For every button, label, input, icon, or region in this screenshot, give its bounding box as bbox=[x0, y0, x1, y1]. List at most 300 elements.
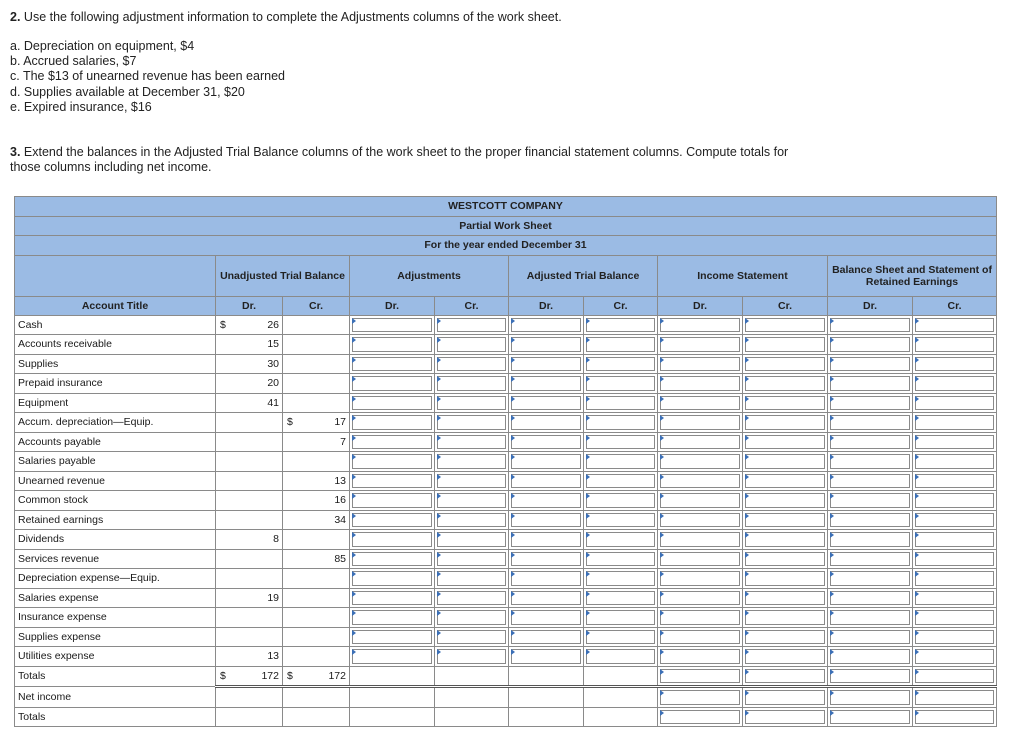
adjustment-list bbox=[10, 39, 285, 115]
amount-input[interactable] bbox=[586, 376, 655, 391]
account-title: Utilities expense bbox=[15, 647, 216, 667]
amount-input[interactable] bbox=[830, 376, 910, 391]
amount-value: 172 bbox=[328, 669, 346, 682]
amount-input[interactable] bbox=[586, 454, 655, 469]
amount-input[interactable] bbox=[915, 710, 994, 725]
table-row bbox=[15, 549, 997, 569]
amount-input[interactable] bbox=[511, 454, 581, 469]
amount-input[interactable] bbox=[830, 318, 910, 333]
amount-input[interactable] bbox=[511, 474, 581, 489]
amount-input[interactable] bbox=[586, 357, 655, 372]
column-header-dr: Dr. bbox=[658, 296, 743, 315]
unadjusted-dr bbox=[216, 608, 283, 628]
amount-input-cell bbox=[584, 491, 658, 511]
amount-input-cell bbox=[743, 666, 828, 687]
amount-input[interactable] bbox=[830, 435, 910, 450]
amount-input-cell bbox=[913, 549, 997, 569]
amount-input[interactable] bbox=[660, 493, 740, 508]
amount-input[interactable] bbox=[915, 415, 994, 430]
unadjusted-cr bbox=[283, 413, 350, 433]
amount-input[interactable] bbox=[830, 454, 910, 469]
amount-input[interactable] bbox=[511, 376, 581, 391]
amount-input[interactable] bbox=[915, 649, 994, 664]
amount-input-cell bbox=[913, 393, 997, 413]
table-row bbox=[15, 393, 997, 413]
amount-input-cell bbox=[828, 627, 913, 647]
amount-input[interactable] bbox=[830, 357, 910, 372]
amount-input-cell bbox=[584, 510, 658, 530]
amount-input-cell bbox=[509, 354, 584, 374]
amount-input-cell bbox=[913, 374, 997, 394]
amount-input[interactable] bbox=[352, 474, 432, 489]
adjustment-item: a. Depreciation on equipment, $4 bbox=[10, 39, 195, 53]
amount-input-cell bbox=[350, 549, 435, 569]
amount-input[interactable] bbox=[437, 415, 506, 430]
amount-input[interactable] bbox=[352, 318, 432, 333]
blank-cell bbox=[216, 687, 283, 708]
amount-input[interactable] bbox=[511, 552, 581, 567]
amount-input[interactable] bbox=[437, 513, 506, 528]
unadjusted-cr bbox=[283, 452, 350, 472]
amount-input[interactable] bbox=[660, 415, 740, 430]
amount-input[interactable] bbox=[745, 318, 825, 333]
amount-input[interactable] bbox=[830, 532, 910, 547]
dollar-sign: $ bbox=[220, 318, 226, 331]
amount-input-cell bbox=[658, 707, 743, 727]
amount-input[interactable] bbox=[745, 435, 825, 450]
amount-input[interactable] bbox=[586, 474, 655, 489]
amount-input[interactable] bbox=[830, 591, 910, 606]
amount-input[interactable] bbox=[511, 357, 581, 372]
amount-input[interactable] bbox=[352, 513, 432, 528]
amount-input[interactable] bbox=[830, 513, 910, 528]
amount-input-cell bbox=[584, 569, 658, 589]
amount-input[interactable] bbox=[660, 396, 740, 411]
unadjusted-cr bbox=[283, 374, 350, 394]
amount-input[interactable] bbox=[586, 493, 655, 508]
unadjusted-dr bbox=[216, 569, 283, 589]
amount-input[interactable] bbox=[437, 318, 506, 333]
unadjusted-cr bbox=[283, 569, 350, 589]
amount-input[interactable] bbox=[745, 710, 825, 725]
table-row bbox=[15, 354, 997, 374]
amount-value: 7 bbox=[340, 435, 346, 448]
amount-input-cell bbox=[913, 413, 997, 433]
amount-input[interactable] bbox=[915, 532, 994, 547]
amount-input[interactable] bbox=[830, 610, 910, 625]
amount-input[interactable] bbox=[511, 415, 581, 430]
amount-input-cell bbox=[913, 569, 997, 589]
amount-input[interactable] bbox=[586, 396, 655, 411]
amount-input[interactable] bbox=[660, 318, 740, 333]
amount-input[interactable] bbox=[745, 610, 825, 625]
amount-input-cell bbox=[435, 549, 509, 569]
amount-input[interactable] bbox=[586, 571, 655, 586]
amount-input-cell bbox=[913, 354, 997, 374]
amount-input[interactable] bbox=[660, 610, 740, 625]
amount-input[interactable] bbox=[830, 474, 910, 489]
unadjusted-dr bbox=[216, 549, 283, 569]
amount-input-cell bbox=[584, 627, 658, 647]
amount-input[interactable] bbox=[660, 649, 740, 664]
amount-input[interactable] bbox=[745, 649, 825, 664]
column-header-dr: Dr. bbox=[216, 296, 283, 315]
amount-input[interactable] bbox=[745, 474, 825, 489]
amount-input[interactable] bbox=[830, 630, 910, 645]
amount-input[interactable] bbox=[586, 532, 655, 547]
amount-input-cell bbox=[350, 530, 435, 550]
amount-input-cell bbox=[584, 530, 658, 550]
amount-input[interactable] bbox=[660, 571, 740, 586]
amount-input[interactable] bbox=[437, 376, 506, 391]
amount-input-cell bbox=[584, 315, 658, 335]
unadjusted-cr bbox=[283, 354, 350, 374]
amount-input[interactable] bbox=[660, 630, 740, 645]
amount-input-cell bbox=[658, 569, 743, 589]
amount-input[interactable] bbox=[745, 337, 825, 352]
amount-input[interactable] bbox=[830, 649, 910, 664]
amount-input[interactable] bbox=[352, 591, 432, 606]
amount-input[interactable] bbox=[745, 513, 825, 528]
amount-input[interactable] bbox=[352, 435, 432, 450]
amount-input[interactable] bbox=[915, 357, 994, 372]
table-row bbox=[15, 315, 997, 335]
amount-input-cell bbox=[435, 354, 509, 374]
amount-input-cell bbox=[509, 432, 584, 452]
amount-input-cell bbox=[584, 452, 658, 472]
amount-input[interactable] bbox=[915, 493, 994, 508]
amount-input-cell bbox=[828, 335, 913, 355]
amount-input[interactable] bbox=[745, 376, 825, 391]
amount-input-cell bbox=[913, 491, 997, 511]
amount-input[interactable] bbox=[511, 435, 581, 450]
amount-input[interactable] bbox=[915, 630, 994, 645]
amount-input[interactable] bbox=[830, 690, 910, 705]
amount-input-cell bbox=[435, 452, 509, 472]
amount-input-cell bbox=[828, 432, 913, 452]
amount-input[interactable] bbox=[352, 396, 432, 411]
amount-input[interactable] bbox=[437, 474, 506, 489]
amount-input[interactable] bbox=[511, 513, 581, 528]
unadjusted-cr bbox=[283, 471, 350, 491]
amount-value: 172 bbox=[261, 669, 279, 682]
unadjusted-cr bbox=[283, 608, 350, 628]
amount-input-cell bbox=[658, 687, 743, 708]
amount-input-cell bbox=[435, 471, 509, 491]
amount-input-cell bbox=[743, 315, 828, 335]
amount-input[interactable] bbox=[586, 630, 655, 645]
unadjusted-cr bbox=[283, 432, 350, 452]
final-totals-label: Totals bbox=[15, 707, 216, 727]
account-title: Prepaid insurance bbox=[15, 374, 216, 394]
amount-input[interactable] bbox=[437, 610, 506, 625]
amount-input[interactable] bbox=[352, 376, 432, 391]
amount-input[interactable] bbox=[437, 532, 506, 547]
amount-input[interactable] bbox=[660, 376, 740, 391]
amount-input[interactable] bbox=[586, 610, 655, 625]
amount-input[interactable] bbox=[830, 493, 910, 508]
amount-input[interactable] bbox=[586, 552, 655, 567]
amount-input[interactable] bbox=[915, 610, 994, 625]
amount-input[interactable] bbox=[511, 630, 581, 645]
amount-input-cell bbox=[350, 315, 435, 335]
amount-input[interactable] bbox=[437, 591, 506, 606]
unadjusted-cr bbox=[283, 393, 350, 413]
amount-input[interactable] bbox=[745, 415, 825, 430]
amount-input[interactable] bbox=[915, 669, 994, 684]
amount-input-cell bbox=[509, 627, 584, 647]
amount-input[interactable] bbox=[915, 318, 994, 333]
amount-input[interactable] bbox=[352, 532, 432, 547]
amount-input-cell bbox=[350, 354, 435, 374]
amount-input[interactable] bbox=[586, 318, 655, 333]
amount-input-cell bbox=[913, 315, 997, 335]
amount-input[interactable] bbox=[745, 532, 825, 547]
amount-input-cell bbox=[658, 452, 743, 472]
amount-input[interactable] bbox=[586, 591, 655, 606]
amount-input[interactable] bbox=[660, 552, 740, 567]
amount-value: 26 bbox=[267, 318, 279, 331]
amount-input-cell bbox=[509, 647, 584, 667]
amount-input[interactable] bbox=[352, 337, 432, 352]
amount-input-cell bbox=[350, 393, 435, 413]
account-title: Dividends bbox=[15, 530, 216, 550]
table-row bbox=[15, 335, 997, 355]
amount-input[interactable] bbox=[511, 610, 581, 625]
amount-input-cell bbox=[828, 666, 913, 687]
amount-input[interactable] bbox=[660, 337, 740, 352]
blank-cell bbox=[435, 666, 509, 687]
amount-input[interactable] bbox=[437, 630, 506, 645]
amount-input[interactable] bbox=[352, 552, 432, 567]
amount-input-cell bbox=[658, 413, 743, 433]
amount-input[interactable] bbox=[660, 591, 740, 606]
amount-input[interactable] bbox=[660, 474, 740, 489]
amount-input[interactable] bbox=[511, 318, 581, 333]
amount-input-cell bbox=[584, 354, 658, 374]
amount-input[interactable] bbox=[745, 552, 825, 567]
amount-input[interactable] bbox=[915, 337, 994, 352]
amount-input[interactable] bbox=[511, 337, 581, 352]
amount-input[interactable] bbox=[511, 396, 581, 411]
amount-input[interactable] bbox=[915, 513, 994, 528]
amount-input-cell bbox=[743, 471, 828, 491]
amount-input-cell bbox=[658, 627, 743, 647]
amount-input-cell bbox=[913, 707, 997, 727]
account-title: Insurance expense bbox=[15, 608, 216, 628]
amount-input[interactable] bbox=[830, 571, 910, 586]
amount-input[interactable] bbox=[830, 710, 910, 725]
amount-input[interactable] bbox=[437, 435, 506, 450]
amount-input[interactable] bbox=[745, 669, 825, 684]
amount-input[interactable] bbox=[915, 474, 994, 489]
amount-input-cell bbox=[743, 608, 828, 628]
amount-input[interactable] bbox=[915, 454, 994, 469]
amount-input[interactable] bbox=[745, 571, 825, 586]
amount-input[interactable] bbox=[660, 357, 740, 372]
amount-input[interactable] bbox=[437, 649, 506, 664]
group-adjustments: Adjustments bbox=[350, 255, 509, 296]
amount-input[interactable] bbox=[830, 415, 910, 430]
amount-input-cell bbox=[828, 608, 913, 628]
unadjusted-dr bbox=[216, 315, 283, 335]
unadjusted-dr bbox=[216, 647, 283, 667]
amount-input[interactable] bbox=[660, 435, 740, 450]
amount-input[interactable] bbox=[745, 454, 825, 469]
amount-input-cell bbox=[913, 510, 997, 530]
amount-input-cell bbox=[913, 608, 997, 628]
amount-input[interactable] bbox=[437, 493, 506, 508]
amount-input[interactable] bbox=[915, 690, 994, 705]
unadjusted-cr bbox=[283, 530, 350, 550]
amount-input-cell bbox=[435, 569, 509, 589]
account-title: Accounts receivable bbox=[15, 335, 216, 355]
blank-cell bbox=[584, 666, 658, 687]
amount-input[interactable] bbox=[660, 532, 740, 547]
amount-input[interactable] bbox=[511, 591, 581, 606]
table-row bbox=[15, 627, 997, 647]
amount-input[interactable] bbox=[511, 571, 581, 586]
amount-input[interactable] bbox=[660, 513, 740, 528]
amount-input[interactable] bbox=[915, 591, 994, 606]
amount-input-cell bbox=[658, 647, 743, 667]
amount-input-cell bbox=[435, 335, 509, 355]
amount-input-cell bbox=[509, 588, 584, 608]
amount-input[interactable] bbox=[511, 532, 581, 547]
amount-input[interactable] bbox=[745, 396, 825, 411]
amount-input[interactable] bbox=[586, 415, 655, 430]
amount-input[interactable] bbox=[745, 357, 825, 372]
amount-input[interactable] bbox=[660, 710, 740, 725]
amount-input[interactable] bbox=[830, 552, 910, 567]
account-title-header: Account Title bbox=[15, 296, 216, 315]
dollar-sign: $ bbox=[287, 416, 293, 429]
table-row bbox=[15, 569, 997, 589]
column-header-cr: Cr. bbox=[283, 296, 350, 315]
amount-input[interactable] bbox=[352, 493, 432, 508]
amount-input[interactable] bbox=[586, 649, 655, 664]
amount-input[interactable] bbox=[437, 337, 506, 352]
amount-input[interactable] bbox=[660, 454, 740, 469]
amount-input-cell bbox=[828, 510, 913, 530]
amount-input-cell bbox=[435, 432, 509, 452]
amount-input[interactable] bbox=[511, 649, 581, 664]
column-header-cr: Cr. bbox=[913, 296, 997, 315]
amount-input-cell bbox=[435, 647, 509, 667]
group-balance-sheet: Balance Sheet and Statement of Retained Earnings bbox=[828, 255, 997, 296]
amount-input-cell bbox=[913, 530, 997, 550]
unadjusted-cr-total bbox=[283, 666, 350, 687]
unadjusted-dr bbox=[216, 354, 283, 374]
work-sheet-table bbox=[14, 196, 997, 727]
amount-input[interactable] bbox=[352, 415, 432, 430]
amount-input[interactable] bbox=[660, 690, 740, 705]
amount-input[interactable] bbox=[745, 630, 825, 645]
amount-input[interactable] bbox=[437, 571, 506, 586]
amount-value: 8 bbox=[273, 533, 279, 546]
amount-input[interactable] bbox=[352, 357, 432, 372]
amount-input-cell bbox=[913, 452, 997, 472]
amount-input[interactable] bbox=[352, 649, 432, 664]
amount-input-cell bbox=[509, 413, 584, 433]
account-title: Accum. depreciation—Equip. bbox=[15, 413, 216, 433]
amount-input[interactable] bbox=[352, 610, 432, 625]
unadjusted-cr bbox=[283, 549, 350, 569]
amount-value: 15 bbox=[267, 338, 279, 351]
amount-input-cell bbox=[435, 393, 509, 413]
blank-cell bbox=[283, 687, 350, 708]
totals-row bbox=[15, 666, 997, 687]
amount-value: 20 bbox=[267, 377, 279, 390]
amount-input-cell bbox=[509, 510, 584, 530]
amount-input-cell bbox=[658, 315, 743, 335]
amount-input-cell bbox=[743, 627, 828, 647]
amount-input[interactable] bbox=[352, 630, 432, 645]
amount-input-cell bbox=[828, 354, 913, 374]
amount-input[interactable] bbox=[915, 571, 994, 586]
amount-input[interactable] bbox=[745, 493, 825, 508]
amount-input[interactable] bbox=[915, 435, 994, 450]
amount-input[interactable] bbox=[745, 690, 825, 705]
amount-input[interactable] bbox=[586, 513, 655, 528]
amount-input-cell bbox=[743, 549, 828, 569]
amount-input[interactable] bbox=[915, 552, 994, 567]
unadjusted-cr bbox=[283, 588, 350, 608]
amount-input-cell bbox=[658, 491, 743, 511]
amount-input-cell bbox=[435, 530, 509, 550]
unadjusted-dr bbox=[216, 335, 283, 355]
amount-input[interactable] bbox=[830, 337, 910, 352]
amount-input-cell bbox=[350, 627, 435, 647]
amount-input[interactable] bbox=[830, 669, 910, 684]
amount-input[interactable] bbox=[915, 376, 994, 391]
amount-input[interactable] bbox=[586, 435, 655, 450]
blank-cell bbox=[435, 707, 509, 727]
amount-input[interactable] bbox=[437, 396, 506, 411]
amount-input[interactable] bbox=[915, 396, 994, 411]
question-3-text: Extend the balances in the Adjusted Trial Balance columns of the work sheet to the proper financial statement columns. Compute totals for those columns including net income. bbox=[10, 145, 789, 174]
amount-input[interactable] bbox=[437, 552, 506, 567]
amount-input[interactable] bbox=[352, 571, 432, 586]
amount-input-cell bbox=[743, 491, 828, 511]
amount-input-cell bbox=[743, 569, 828, 589]
table-row bbox=[15, 471, 997, 491]
amount-input-cell bbox=[584, 647, 658, 667]
amount-input[interactable] bbox=[586, 337, 655, 352]
amount-input-cell bbox=[350, 608, 435, 628]
amount-input-cell bbox=[658, 432, 743, 452]
amount-input[interactable] bbox=[830, 396, 910, 411]
amount-input[interactable] bbox=[437, 357, 506, 372]
amount-input-cell bbox=[913, 471, 997, 491]
net-income-row bbox=[15, 687, 997, 708]
account-title: Supplies bbox=[15, 354, 216, 374]
amount-value: 13 bbox=[334, 474, 346, 487]
amount-input-cell bbox=[743, 354, 828, 374]
account-title: Accounts payable bbox=[15, 432, 216, 452]
amount-input[interactable] bbox=[352, 454, 432, 469]
amount-input[interactable] bbox=[511, 493, 581, 508]
amount-input-cell bbox=[435, 588, 509, 608]
amount-input-cell bbox=[350, 471, 435, 491]
amount-input[interactable] bbox=[745, 591, 825, 606]
amount-input[interactable] bbox=[660, 669, 740, 684]
column-header-cr: Cr. bbox=[435, 296, 509, 315]
amount-value: 17 bbox=[334, 416, 346, 429]
amount-input[interactable] bbox=[437, 454, 506, 469]
dollar-sign: $ bbox=[287, 669, 293, 682]
amount-input-cell bbox=[658, 666, 743, 687]
